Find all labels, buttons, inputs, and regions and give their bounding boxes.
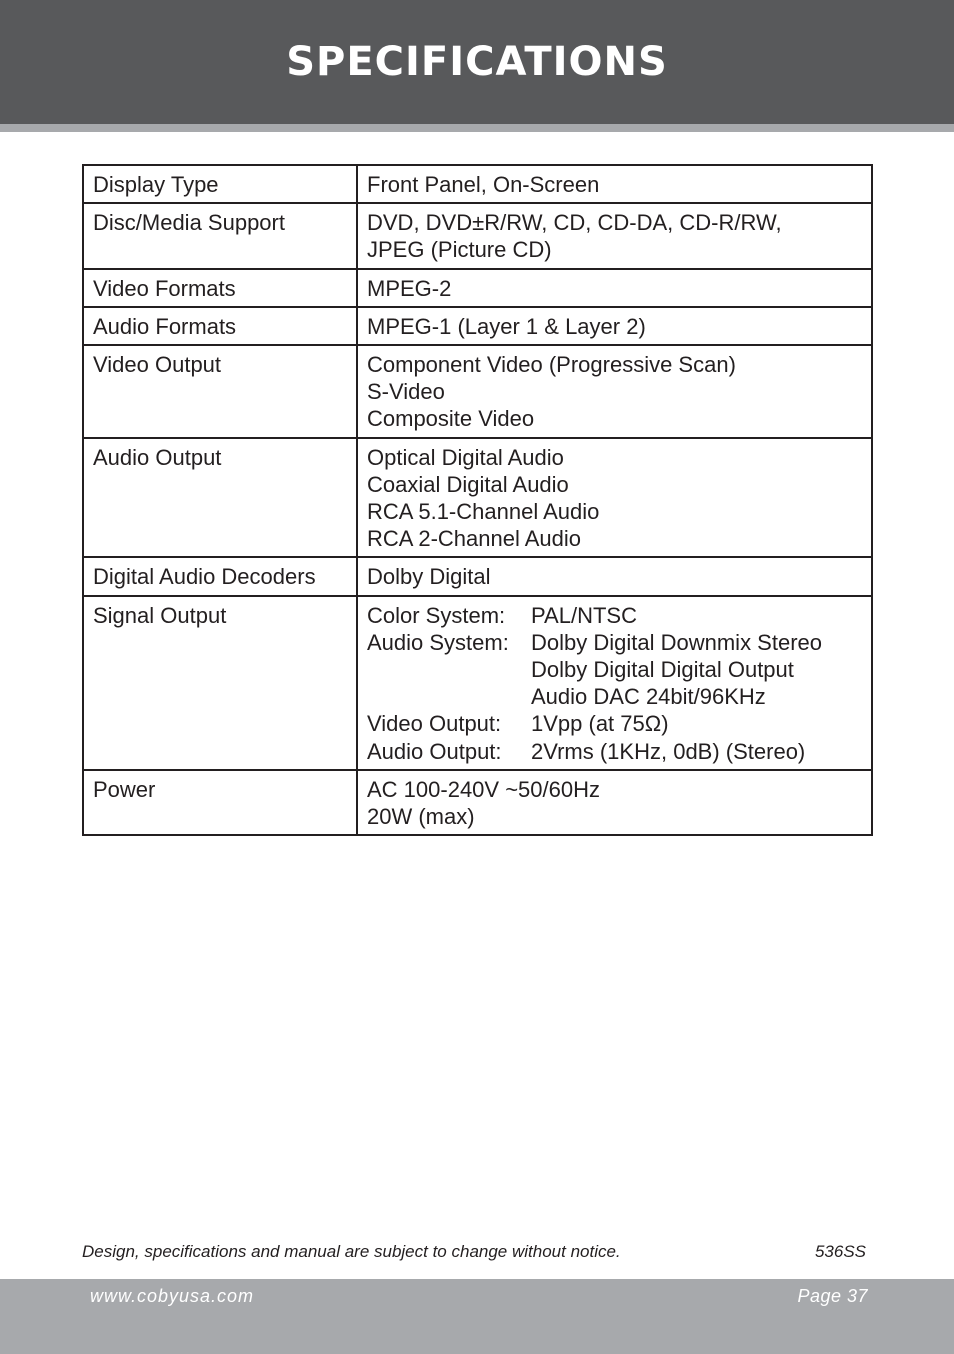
signal-subrow-key: Video Output:: [367, 711, 502, 737]
spec-value-line: Component Video (Progressive Scan): [367, 352, 736, 378]
spec-value-line: MPEG-1 (Layer 1 & Layer 2): [367, 313, 646, 339]
spec-value: [357, 345, 872, 438]
spec-value-line: DVD, DVD±R/RW, CD, CD-DA, CD-R/RW,: [367, 210, 782, 236]
signal-subrow-values: [531, 738, 805, 765]
specifications-table-body: [83, 165, 872, 835]
spec-label: Display Type: [83, 165, 357, 203]
spec-label: Digital Audio Decoders: [83, 557, 357, 595]
notice-text: Design, specifications and manual are subject to change without notice.: [82, 1242, 621, 1261]
header-strip: [0, 124, 954, 132]
footer-url: www.cobyusa.com: [90, 1286, 255, 1306]
spec-row: [83, 165, 872, 203]
spec-value: [357, 596, 872, 770]
spec-row: [83, 557, 872, 595]
spec-label: Signal Output: [83, 596, 357, 770]
spec-value-line: Optical Digital Audio: [367, 444, 564, 470]
specifications-table: [82, 164, 873, 836]
spec-value: [357, 203, 872, 268]
signal-subrow-values: [531, 710, 669, 737]
spec-value-line: 20W (max): [367, 804, 475, 830]
signal-subrow-key: Audio Output:: [367, 738, 502, 764]
spec-row: [83, 345, 872, 438]
signal-subrow: [367, 602, 862, 629]
spec-row: [83, 596, 872, 770]
spec-value: [357, 269, 872, 307]
spec-value-line: AC 100-240V ~50/60Hz: [367, 776, 600, 802]
spec-label: Power: [83, 770, 357, 835]
spec-label: Audio Formats: [83, 307, 357, 345]
signal-subrow-value: Audio DAC 24bit/96KHz: [531, 684, 766, 710]
spec-row: [83, 770, 872, 835]
signal-subrow-value: Dolby Digital Downmix Stereo: [531, 629, 822, 655]
spec-value-line: Dolby Digital: [367, 564, 491, 590]
spec-value-line: RCA 5.1-Channel Audio: [367, 499, 600, 525]
spec-label: Video Formats: [83, 269, 357, 307]
spec-value-line: Coaxial Digital Audio: [367, 471, 569, 497]
page-title: SPECIFICATIONS: [286, 39, 668, 85]
spec-value: [357, 165, 872, 203]
spec-value-line: RCA 2-Channel Audio: [367, 526, 582, 552]
model-number: 536SS: [814, 1242, 866, 1261]
spec-row: [83, 203, 872, 268]
spec-label: Audio Output: [83, 438, 357, 558]
signal-subrow-value: 1Vpp (at 75Ω): [531, 711, 669, 737]
spec-value: [357, 438, 872, 558]
spec-value: [357, 557, 872, 595]
signal-subrow-values: [531, 629, 822, 711]
spec-row: [83, 269, 872, 307]
signal-subrow: [367, 629, 862, 711]
spec-value-line: S-Video: [367, 379, 445, 405]
signal-subrow-values: [531, 602, 637, 629]
signal-subrow-value: Dolby Digital Digital Output: [531, 657, 794, 683]
spec-value-line: Composite Video: [367, 406, 535, 432]
signal-subrow: [367, 710, 862, 737]
signal-subrow-value: PAL/NTSC: [531, 602, 637, 628]
page-number: Page 37: [797, 1286, 868, 1306]
spec-label: Video Output: [83, 345, 357, 438]
signal-subrow-key: Audio System:: [367, 629, 509, 655]
spec-value: [357, 770, 872, 835]
signal-subrow: [367, 738, 862, 765]
signal-subrow-value: 2Vrms (1KHz, 0dB) (Stereo): [531, 738, 806, 764]
spec-value-line: Front Panel, On-Screen: [367, 172, 600, 197]
spec-row: [83, 307, 872, 345]
spec-label: Disc/Media Support: [83, 203, 357, 268]
spec-value-line: MPEG-2: [367, 275, 452, 301]
spec-value: [357, 307, 872, 345]
signal-subrow-key: Color System:: [367, 602, 506, 628]
spec-value-line: JPEG (Picture CD): [367, 237, 552, 263]
spec-row: [83, 438, 872, 558]
